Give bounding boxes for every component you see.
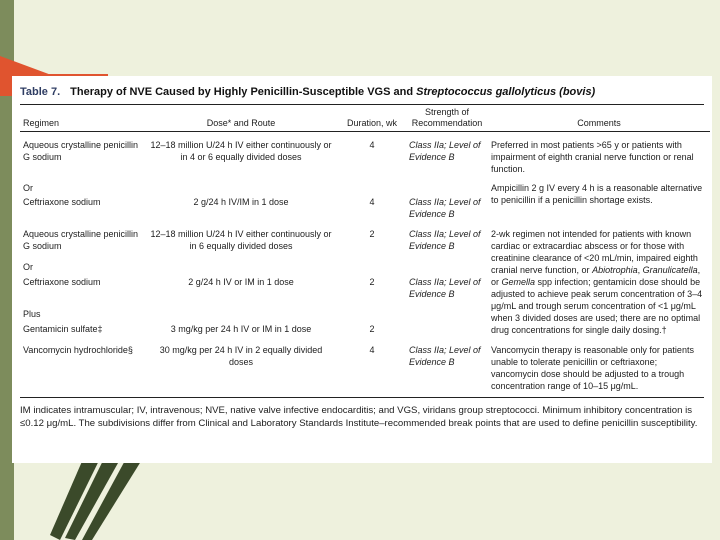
table-footnote: IM indicates intramuscular; IV, intravenous; NVE, native valve infective endocarditis; and VGS, viridans group streptococci. Minimum inhibitory concentration is ≤0.12 μg/mL. The subdivisions differ from Clinical and Laboratory Standards Institute–recommended break points that are used to define penicillin susceptibility. [20, 397, 704, 430]
duration-cell: 4 [369, 345, 375, 355]
duration-cell: 4 [369, 140, 375, 150]
strength-cell: Class IIa; Level of Evidence B [409, 140, 481, 162]
dose-cell: 12–18 million U/24 h IV either continuously or in 6 equally divided doses [150, 229, 332, 251]
duration-cell: 2 [369, 276, 375, 287]
header-dose: Dose* and Route [206, 118, 276, 128]
header-regimen: Regimen [23, 118, 60, 128]
table-row [20, 227, 710, 255]
dose-cell [144, 255, 338, 275]
strength-cell: Class IIa; Level of Evidence B [409, 345, 481, 367]
table-header-row [20, 105, 710, 132]
therapy-table [20, 105, 710, 393]
duration-cell: 4 [369, 197, 375, 207]
regimen-cell: Vancomycin hydrochloride§ [23, 345, 133, 355]
strength-cell: Class IIa; Level of Evidence B [409, 229, 481, 251]
table-row [20, 176, 710, 195]
dose-cell [144, 176, 338, 195]
table-row [20, 138, 710, 176]
regimen-cell: Ceftriaxone sodium [23, 276, 101, 287]
comments-cell: 2-wk regimen not intended for patients with known cardiac or extracardiac abscess or for those with creatinine clearance of <20 mL/min, impaired eighth cranial nerve function, or Abiotrophia, Granulicatella, or Gemella spp infection; gentamicin dose should be adjusted to achieve peak serum concentration of 3–4 μg/mL and trough serum concentration of <1 μg/mL when 3 divided doses are used; there are no optimal drug concentrations for single daily dosing.† [491, 229, 703, 335]
table-title-text: Therapy of NVE Caused by Highly Penicillin-Susceptible VGS and [70, 86, 417, 98]
strength-cell: Class IIa; Level of Evidence B [409, 197, 481, 219]
header-comments: Comments [577, 118, 621, 128]
table-row [20, 343, 710, 393]
strength-cell: Class IIa; Level of Evidence B [409, 276, 481, 299]
duration-cell: 2 [369, 324, 375, 335]
strength-cell [406, 176, 488, 195]
header-strength: Strength of Recommendation [411, 107, 483, 128]
regimen-cell: Ceftriaxone sodium [23, 197, 101, 207]
regimen-cell: Aqueous crystalline penicillin G sodium [23, 229, 139, 251]
regimen-cell: Gentamicin sulfate‡ [23, 324, 103, 335]
table-title-organism: Streptococcus gallolyticus (bovis) [416, 86, 596, 98]
regimen-cell: Or [23, 261, 33, 272]
strength-cell [406, 255, 488, 275]
duration-cell [338, 255, 406, 275]
strength-cell [406, 302, 488, 322]
dose-cell: 12–18 million U/24 h IV either continuously or in 4 or 6 equally divided doses [150, 140, 332, 162]
header-duration: Duration, wk [346, 118, 398, 128]
dose-cell [144, 302, 338, 322]
table-number: Table 7. [20, 86, 61, 98]
table-title [20, 84, 704, 100]
comments-cell: Preferred in most patients >65 y or patients with impairment of eighth cranial nerve function or renal function. [491, 140, 694, 174]
dose-cell: 3 mg/kg per 24 h IV or IM in 1 dose [170, 324, 312, 335]
duration-cell [338, 176, 406, 195]
regimen-cell: Aqueous crystalline penicillin G sodium [23, 140, 139, 162]
comments-cell: Vancomycin therapy is reasonable only for patients unable to tolerate penicillin or ceftriaxone; vancomycin dose should be adjusted to a trough concentration range of 10–15 μg/mL. [491, 345, 694, 391]
dose-cell: 2 g/24 h IV/IM in 1 dose [193, 197, 289, 207]
regimen-cell: Or [23, 183, 33, 193]
regimen-cell: Plus [23, 309, 41, 320]
dose-cell: 30 mg/kg per 24 h IV in 2 equally divided doses [159, 345, 323, 367]
duration-cell [338, 302, 406, 322]
dose-cell: 2 g/24 h IV or IM in 1 dose [188, 276, 294, 287]
comments-cell: Ampicillin 2 g IV every 4 h is a reasonable alternative to penicillin if a penicillin shortage exists. [491, 183, 703, 205]
table-card [12, 76, 712, 463]
duration-cell: 2 [369, 229, 375, 239]
strength-cell [406, 322, 488, 337]
